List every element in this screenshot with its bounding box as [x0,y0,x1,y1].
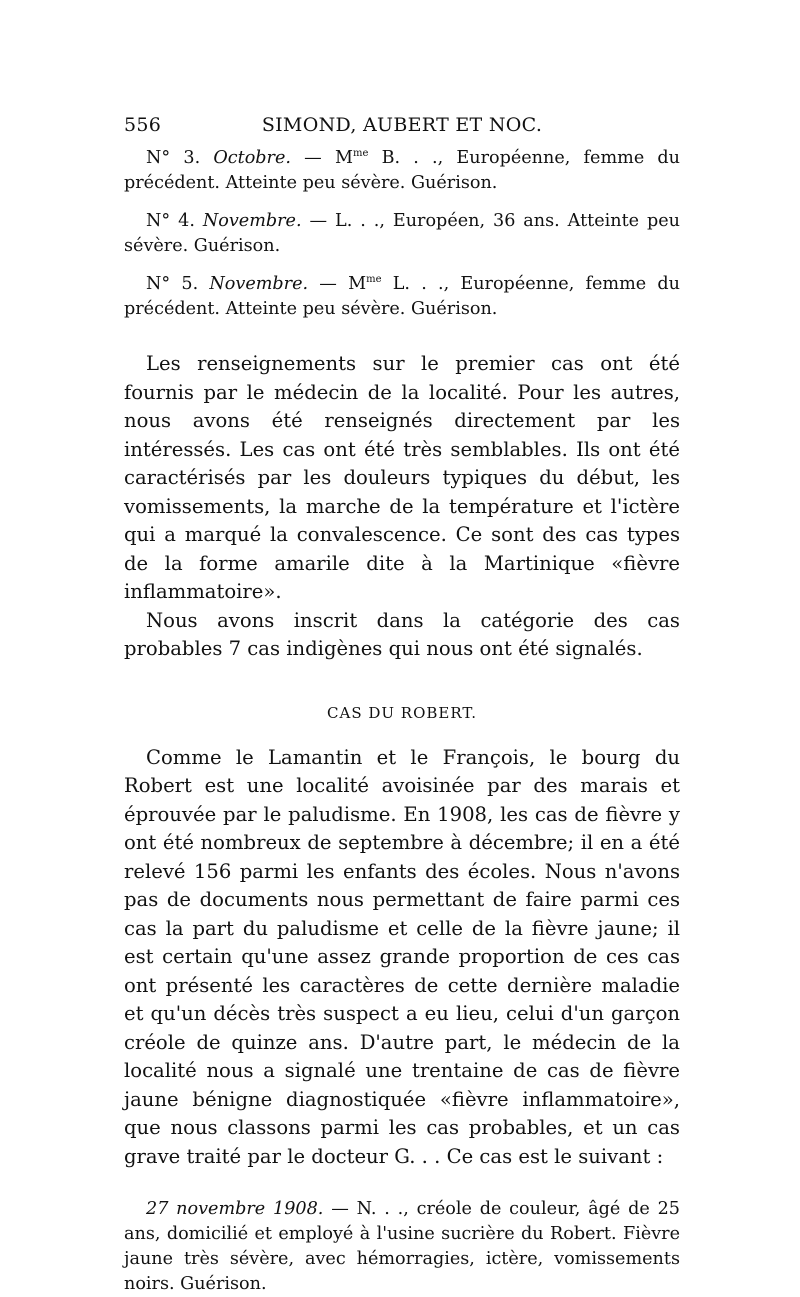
case-title: M [334,148,353,168]
case-number: N° 5. [146,274,199,294]
paragraph-robert: Comme le Lamantin et le François, le bourg du Robert est une localité avoisinée par des marais et éprouvée par le paludisme. En 1908, les cas de fièvre y ont été nombreux de septembre à décembre; il en a été relevé 156 parmi les enfants des écoles. Nous n'avons pas de documents nous permettant de faire parmi ces cas la part du paludisme et celle de la fièvre jaune; il est certain qu'une assez grande proportion de ces cas ont présenté les caractères de cette dernière maladie et qu'un décès très suspect a eu lieu, celui d'un garçon créole de quinze ans. D'autre part, le médecin de la localité nous a signalé une trentaine de cas de fièvre jaune bénigne diagnostiquée «fièvre inflammatoire», que nous classons parmi les cas probables, et un cas grave traité par le docteur G. . . Ce cas est le suivant : [124,745,680,1168]
case-dash: — [304,148,322,168]
case-month: Octobre. [213,148,291,168]
case-text: B. . ., Européenne, femme du précédent. Atteinte peu sévère. Guérison. [124,148,681,193]
document-page [124,112,680,1297]
paragraph-cas-probables: Nous avons inscrit dans la catégorie des cas probables 7 cas indigènes qui nous ont été signalés. [124,608,680,660]
case-dash: — [319,274,337,294]
case-text: L. . ., Européenne, femme du précédent. Atteinte peu sévère. Guérison. [124,274,680,319]
case-entry-3 [124,146,680,196]
case-date: 27 novembre 1908. [146,1199,324,1219]
paragraph-renseignements: Les renseignements sur le premier cas ont été fournis par le médecin de la localité. Pour les autres, nous avons été renseignés directement par les intéressés. Les cas ont été très semblables. Ils ont été caractérisés par les douleurs typiques du début, les vomissements, la marche de la température et l'ictère qui a marqué la convalescence. Ce sont des cas types de la forme amarile dite à la Martinique «fièvre inflammatoire». [124,352,680,603]
case-entry-4 [124,209,680,259]
page-number: 556 [124,114,162,136]
case-month: Novembre. [202,211,302,231]
case-text: L. . ., Européen, 36 ans. Atteinte peu sévère. Guérison. [124,211,681,256]
section-title: CAS DU ROBERT. [327,703,477,722]
header-title: SIMOND, AUBERT ET NOC. [261,114,543,136]
case-entry-robert [124,1197,680,1297]
case-title-sup: me [352,148,369,160]
case-entry-5 [124,272,680,322]
case-title-sup: me [366,274,382,286]
case-month: Novembre. [209,274,309,294]
case-number: N° 4. [146,211,195,231]
case-title: M [348,274,367,294]
case-dash: — [309,211,328,231]
case-dash: — [331,1199,349,1219]
case-text: N. . ., créole de couleur, âgé de 25 ans, domicilié et employé à l'usine sucrière du Robert. Fièvre jaune très sévère, avec hémorragies, ictère, vomissements noirs. Guérison. [124,1199,680,1294]
running-head [124,112,680,140]
case-number: N° 3. [146,148,201,168]
